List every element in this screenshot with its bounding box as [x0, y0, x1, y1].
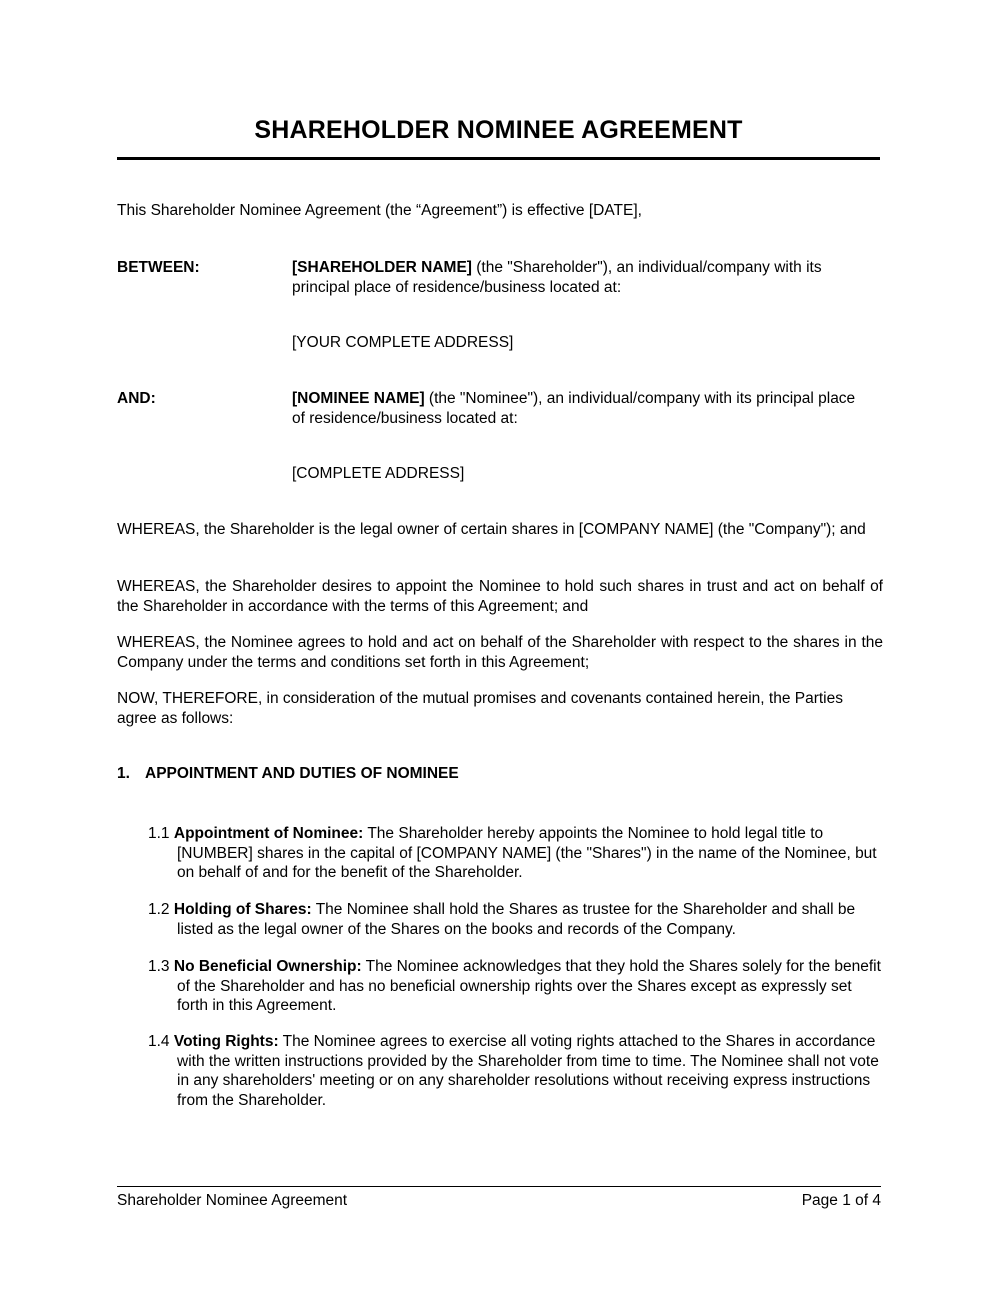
- footer-page-number: Page 1 of 4: [801, 1192, 881, 1209]
- clause-number: 1.2: [148, 901, 170, 918]
- shareholder-name: [SHAREHOLDER NAME]: [292, 259, 472, 276]
- party-nominee-description: [292, 389, 867, 428]
- nominee-name: [NOMINEE NAME]: [292, 390, 425, 407]
- recital-paragraph: NOW, THEREFORE, in consideration of the mutual promises and covenants contained herein, the Parties agree as follows:: [117, 690, 843, 727]
- clause: [148, 824, 883, 883]
- nominee-address: [COMPLETE ADDRESS]: [292, 465, 465, 482]
- clause-heading: Appointment of Nominee:: [173, 825, 364, 842]
- section-number: 1.: [117, 765, 130, 782]
- section-title: APPOINTMENT AND DUTIES OF NOMINEE: [145, 765, 459, 782]
- clause-number: 1.1: [148, 825, 170, 842]
- clause: [148, 900, 883, 939]
- title-divider: [117, 157, 880, 160]
- footer-divider: [117, 1186, 881, 1187]
- shareholder-address: [YOUR COMPLETE ADDRESS]: [292, 334, 514, 351]
- intro-paragraph: This Shareholder Nominee Agreement (the “Agreement”) is effective [DATE],: [117, 202, 642, 219]
- clause: [148, 1032, 883, 1110]
- footer-document-name: Shareholder Nominee Agreement: [117, 1192, 348, 1209]
- clause-heading: Voting Rights:: [173, 1033, 279, 1050]
- recital-paragraph: WHEREAS, the Nominee agrees to hold and act on behalf of the Shareholder with respect to the shares in the Company under the terms and conditions set forth in this Agreement;: [117, 634, 883, 671]
- clause: [148, 957, 883, 1016]
- party-label-between: BETWEEN:: [117, 259, 200, 276]
- party-label-and: AND:: [117, 390, 156, 407]
- party-shareholder-description: [292, 258, 867, 297]
- document-title: SHAREHOLDER NOMINEE AGREEMENT: [254, 116, 743, 144]
- clause-number: 1.3: [148, 958, 170, 975]
- recital-paragraph: WHEREAS, the Shareholder desires to appoint the Nominee to hold such shares in trust and act on behalf of the Shareholder in accordance with the terms of this Agreement; and: [117, 578, 883, 615]
- clause-heading: Holding of Shares:: [173, 901, 312, 918]
- clause-text: The Nominee acknowledges that they hold the Shares solely for the benefit of the Shareholder and has no beneficial ownership rights over the Shares except as expressly set forth in this Agreement.: [177, 958, 881, 1014]
- recital-paragraph: WHEREAS, the Shareholder is the legal owner of certain shares in [COMPANY NAME] (the "Company"); and: [117, 521, 866, 538]
- clause-text: The Nominee shall hold the Shares as trustee for the Shareholder and shall be listed as the legal owner of the Shares on the books and records of the Company.: [177, 901, 856, 938]
- clause-number: 1.4: [148, 1033, 170, 1050]
- section-heading: [117, 764, 459, 784]
- nominee-description-text: (the "Nominee"), an individual/company with its principal place of residence/business located at:: [292, 390, 856, 427]
- clause-text: The Shareholder hereby appoints the Nominee to hold legal title to [NUMBER] shares in the capital of [COMPANY NAME] (the "Shares") in the name of the Nominee, but on behalf of and for the benefit of the Shareholder.: [177, 825, 877, 881]
- clause-heading: No Beneficial Ownership:: [173, 958, 362, 975]
- shareholder-description-text: (the "Shareholder"), an individual/company with its principal place of residence/business located at:: [292, 259, 822, 296]
- clause-text: The Nominee agrees to exercise all voting rights attached to the Shares in accordance with the written instructions provided by the Shareholder from time to time. The Nominee shall not vote in any shareholders' meeting or on any shareholder resolutions without receiving express instructions from the Shareholder.: [177, 1033, 879, 1109]
